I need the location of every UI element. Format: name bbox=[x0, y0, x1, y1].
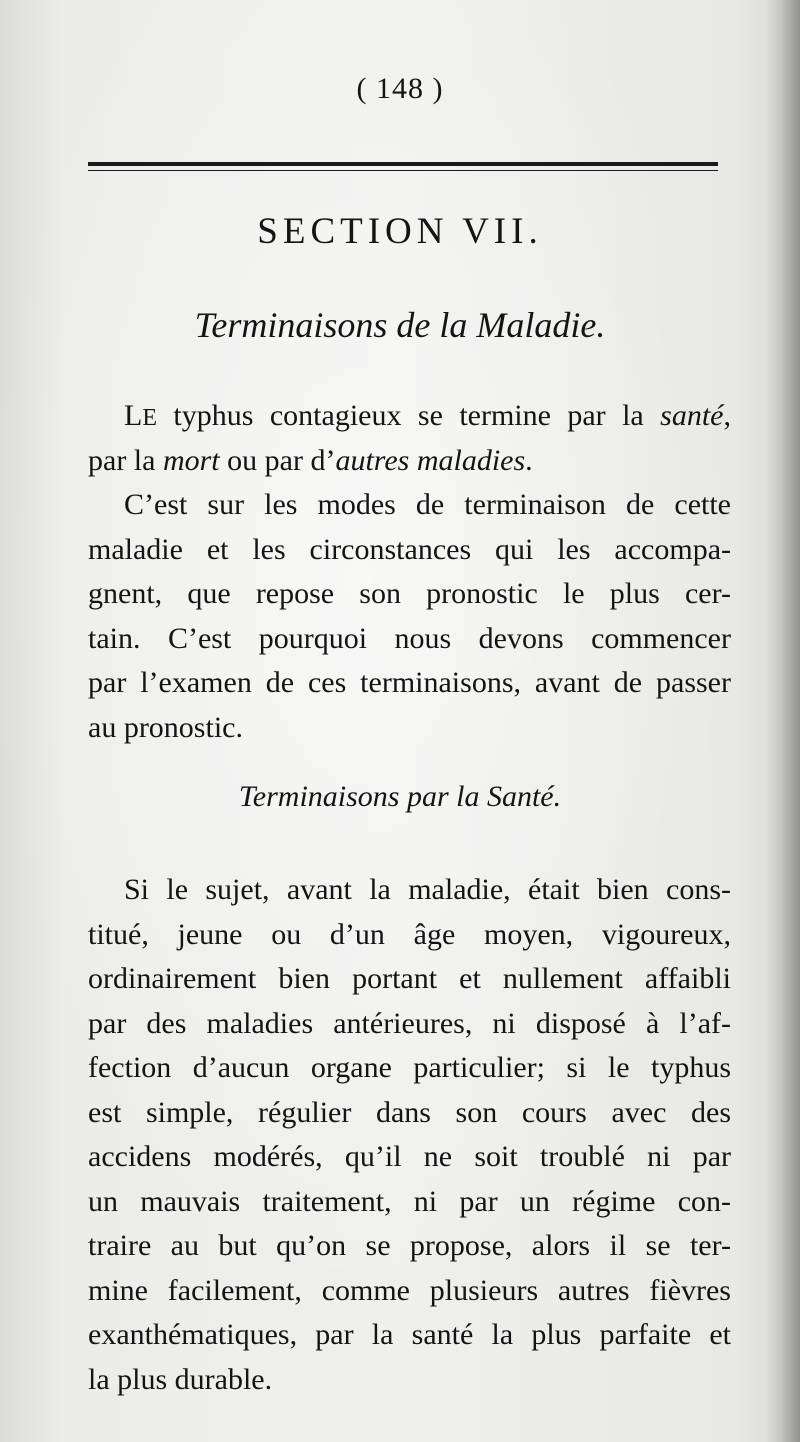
text-run: , bbox=[723, 399, 731, 432]
header-rule-thick bbox=[88, 162, 718, 166]
paragraph-3-line: Si le sujet, avant la maladie, était bien cons- bbox=[124, 873, 731, 906]
paragraph-3-line: exanthématiques, par la santé la plus parfaite et bbox=[88, 1318, 731, 1351]
paragraph-2-line: maladie et les circonstances qui les accompa- bbox=[88, 532, 731, 566]
chapter-heading: Terminaisons de la Maladie. bbox=[194, 305, 606, 345]
paragraph-3 bbox=[88, 868, 731, 1402]
text-run: par la bbox=[88, 443, 163, 477]
paragraph-3-line: titué, jeune ou d’un âge moyen, vigoureux, bbox=[88, 917, 731, 951]
text-run: typhus contagieux se termine par la bbox=[157, 399, 661, 432]
paragraph-3-line: un mauvais traitement, ni par un régime con- bbox=[88, 1184, 731, 1218]
paragraph-3-line: la plus durable. bbox=[88, 1362, 273, 1396]
section-title: SECTION VII. bbox=[257, 211, 543, 252]
paragraph-2-line: au pronostic. bbox=[88, 710, 243, 744]
paragraph-1 bbox=[88, 394, 731, 483]
paragraph-3-line: traire au but qu’on se propose, alors il se ter- bbox=[88, 1229, 731, 1262]
paragraph-2-line: par l’examen de ces terminaisons, avant de passer bbox=[88, 666, 731, 699]
italic-word-sante: santé bbox=[660, 399, 724, 432]
paragraph-3-line: accidens modérés, qu’il ne soit troublé ni par bbox=[88, 1140, 731, 1173]
text-run: ou par d’ bbox=[219, 443, 336, 477]
paragraph-3-line: est simple, régulier dans son cours avec des bbox=[88, 1095, 731, 1129]
header-rule-thin bbox=[88, 170, 718, 171]
page-number: ( 148 ) bbox=[356, 72, 444, 105]
paragraph-1-line-2 bbox=[88, 439, 731, 484]
paragraph-3-line: mine facilement, comme plusieurs autres fièvres bbox=[88, 1273, 731, 1307]
paragraph-3-line: fection d’aucun organe particulier; si le typhus bbox=[88, 1051, 731, 1084]
drop-letter: L bbox=[124, 399, 143, 432]
italic-words-autres-maladies: autres maladies bbox=[335, 443, 526, 477]
paragraph-2-line: gnent, que repose son pronostic le plus cer- bbox=[88, 577, 731, 610]
italic-word-mort: mort bbox=[162, 443, 220, 477]
paragraph-2-line: C’est sur les modes de terminaison de cette bbox=[124, 488, 731, 521]
subsection-heading: Terminaisons par la Santé. bbox=[238, 780, 562, 813]
paragraph-3-line: ordinairement bien portant et nullement affaibli bbox=[88, 962, 731, 995]
text-run: . bbox=[525, 443, 533, 477]
paragraph-3-line: par des maladies antérieures, ni disposé à l’af- bbox=[88, 1006, 731, 1040]
small-cap-letter: E bbox=[142, 405, 157, 431]
paragraph-2 bbox=[88, 483, 731, 750]
paragraph-2-line: tain. C’est pourquoi nous devons commencer bbox=[88, 621, 731, 655]
paragraph-1-line-1 bbox=[88, 394, 731, 439]
